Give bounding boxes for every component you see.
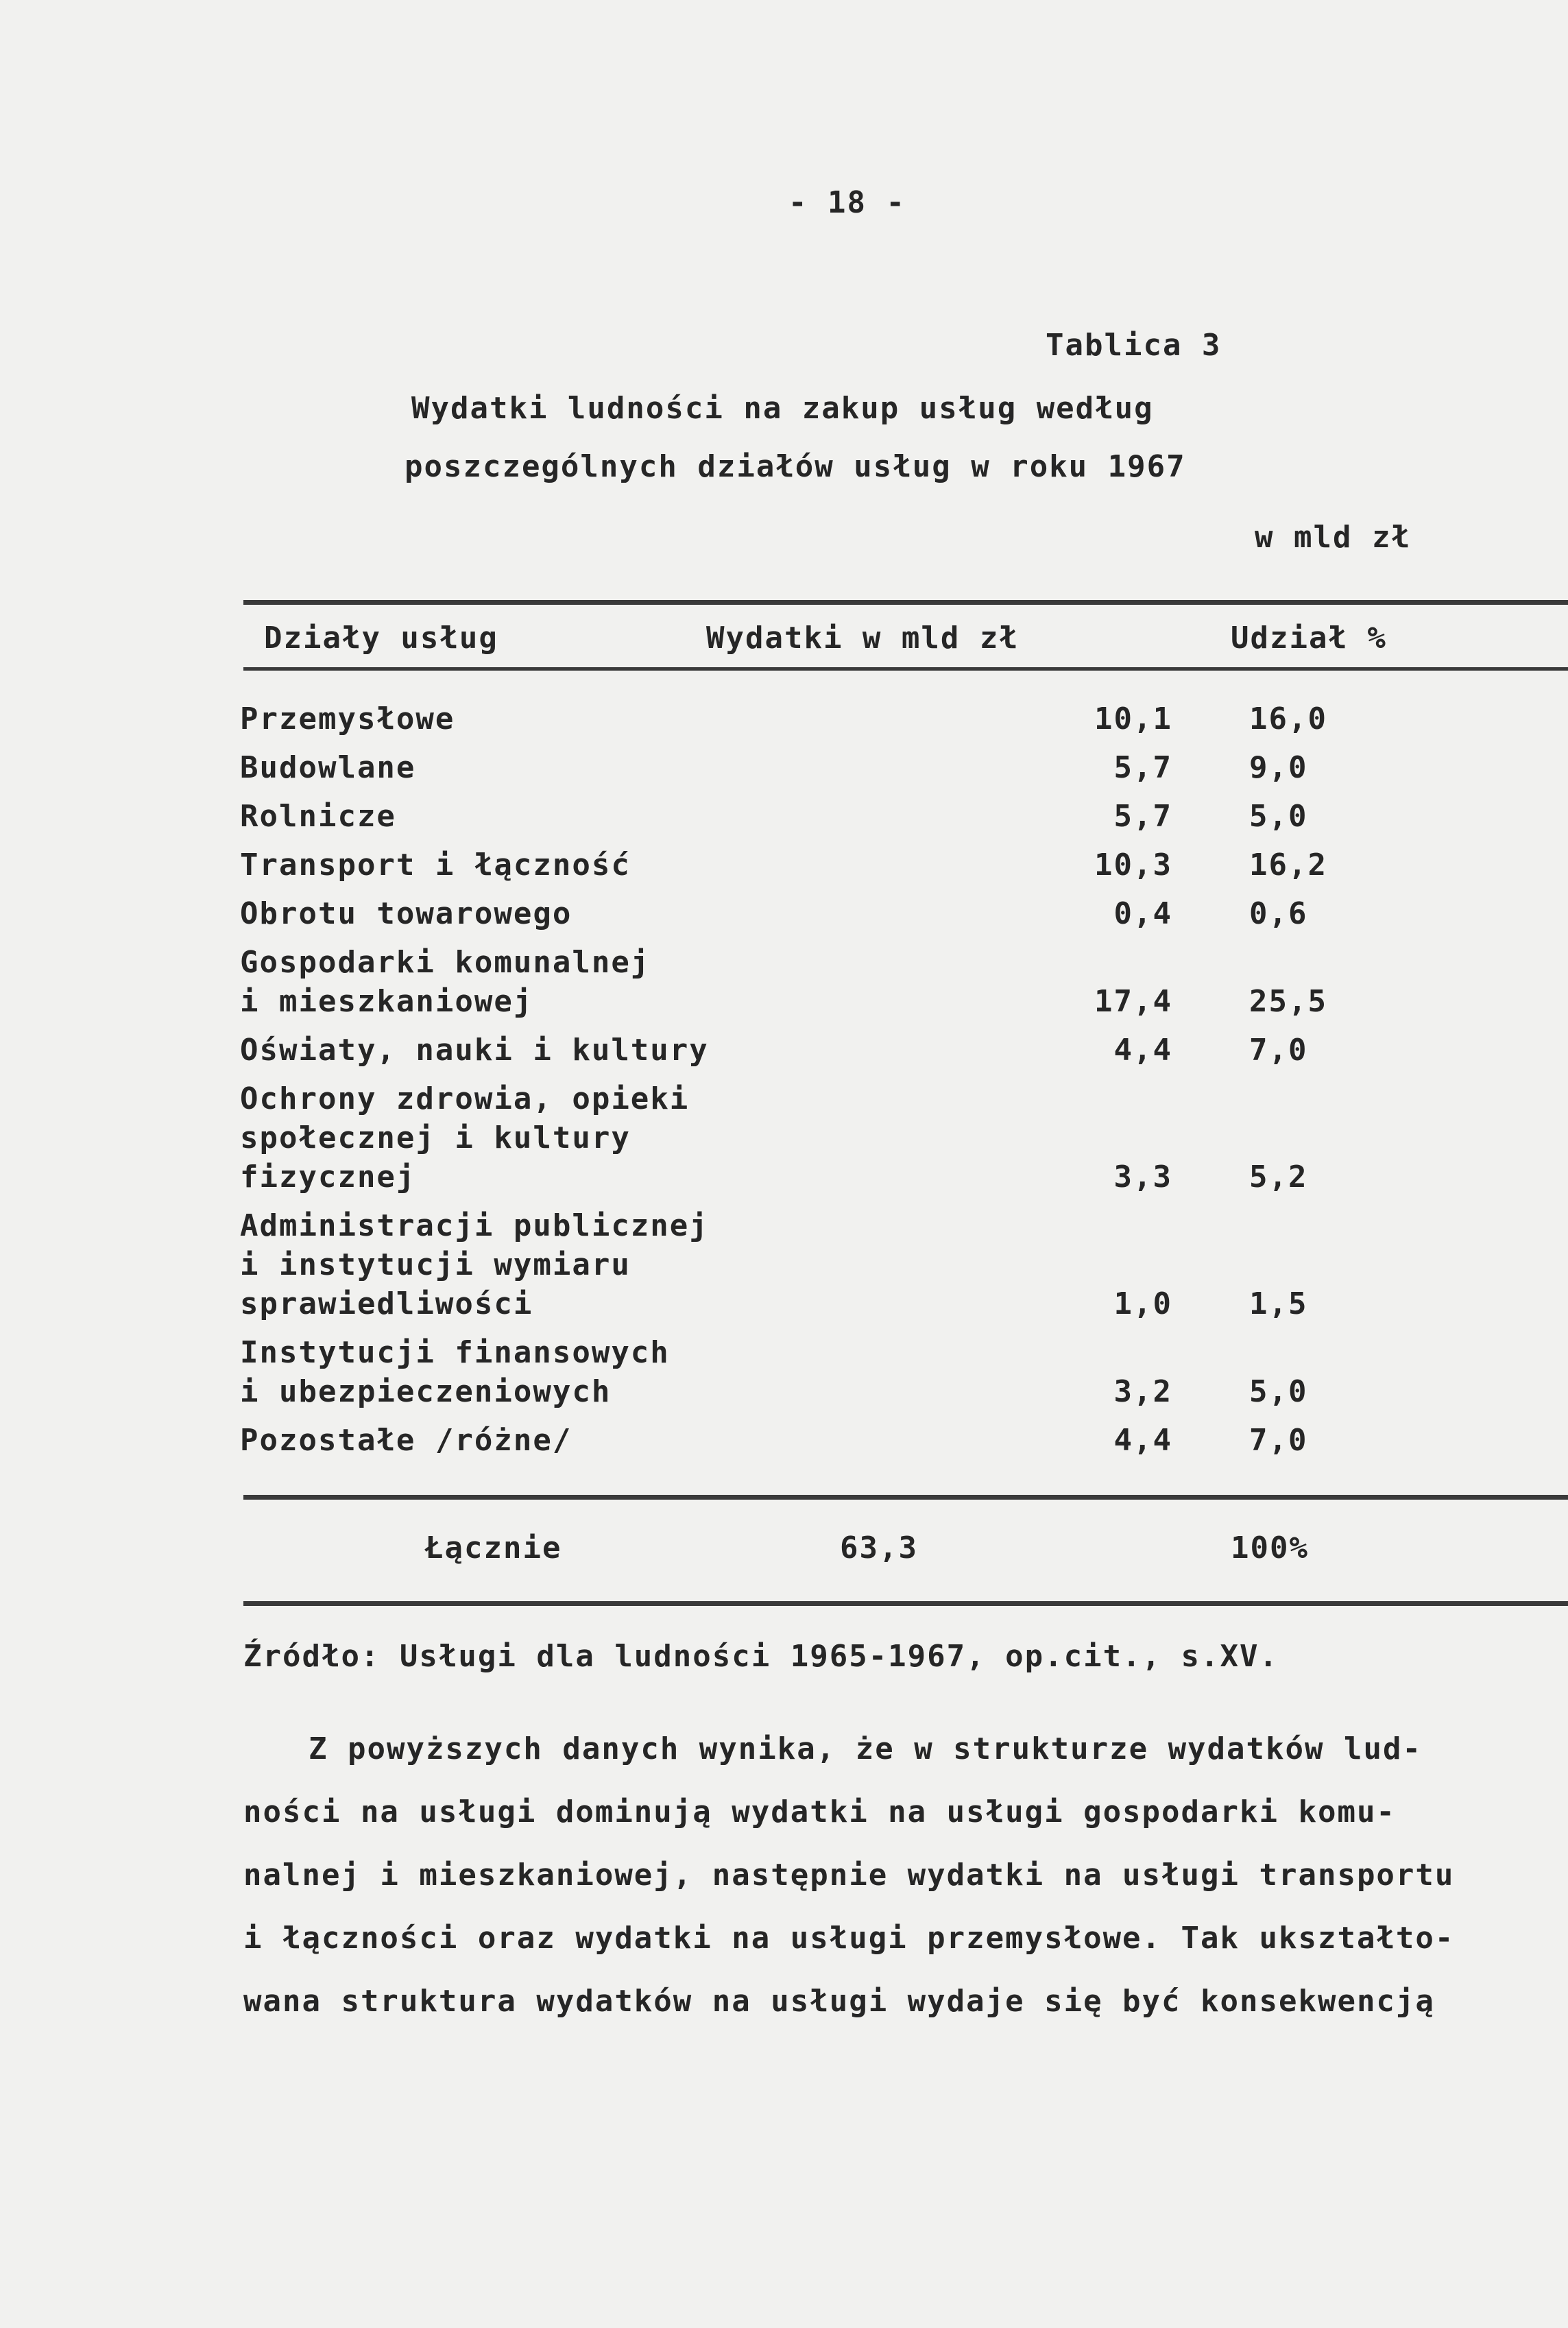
row-share: 5,0 [1249,799,1308,834]
row-value: 1,0 [1113,1286,1172,1321]
header-expenditure: Wydatki w mld zł [706,621,1019,656]
paragraph-line: ności na usługi dominują wydatki na usługi gospodarki komu- [243,1795,1396,1829]
table-row [240,748,1406,787]
row-value: 4,4 [1113,1033,1172,1068]
row-value: 5,7 [1113,799,1172,834]
row-name: Transport i łączność [240,848,631,883]
row-name: Budowlane [240,750,416,785]
table-top-rule [243,600,1568,605]
table-row [240,1421,1406,1460]
paragraph-line: i łączności oraz wydatki na usługi przemysłowe. Tak ukształto- [243,1921,1455,1956]
table-label: Tablica 3 [1046,328,1222,363]
row-name: Oświaty, nauki i kultury [240,1033,709,1068]
table-row [240,894,1406,933]
table-row [240,1333,1406,1411]
unit-label: w mld zł [1255,520,1411,555]
row-name: Instytucji finansowych i ubezpieczeniowych [240,1335,670,1409]
total-label: Łącznie [425,1531,562,1565]
table-title-line-2: poszczególnych działów usług w roku 1967 [405,449,1186,484]
row-share: 7,0 [1249,1033,1308,1068]
total-share: 100% [1231,1531,1309,1565]
row-name: Rolnicze [240,799,396,834]
row-name: Ochrony zdrowia, opieki społecznej i kultury fizycznej [240,1081,690,1195]
paragraph-line: wana struktura wydatków na usługi wydaje się być konsekwencją [243,1984,1435,2019]
row-share: 1,5 [1249,1286,1308,1321]
table-title-line-1: Wydatki ludności na zakup usług według [411,391,1154,426]
total-top-rule [243,1495,1568,1500]
row-value: 10,3 [1094,848,1172,883]
row-share: 7,0 [1249,1423,1308,1458]
row-share: 5,2 [1249,1160,1308,1195]
table-row [240,797,1406,836]
row-value: 4,4 [1113,1423,1172,1458]
row-value: 3,3 [1113,1160,1172,1195]
total-value: 63,3 [840,1531,918,1565]
row-name: Pozostałe /różne/ [240,1423,572,1458]
row-share: 0,6 [1249,896,1308,931]
body-paragraph [243,1718,1546,2033]
row-value: 0,4 [1113,896,1172,931]
row-value: 5,7 [1113,750,1172,785]
header-bottom-rule [243,667,1568,671]
header-share: Udział % [1231,621,1387,656]
paragraph-line: nalnej i mieszkaniowej, następnie wydatki na usługi transportu [243,1858,1455,1893]
table-row [240,943,1406,1021]
table-row [240,1206,1406,1323]
header-sections: Działy usług [264,621,498,656]
page-number: - 18 - [788,185,906,220]
row-name: Gospodarki komunalnej i mieszkaniowej [240,945,651,1019]
row-name: Przemysłowe [240,701,455,736]
row-value: 17,4 [1094,984,1172,1019]
table-bottom-rule [243,1601,1568,1606]
row-share: 16,0 [1249,701,1327,736]
table-row [240,1079,1406,1197]
row-share: 25,5 [1249,984,1327,1019]
row-value: 3,2 [1113,1374,1172,1409]
table-body [240,699,1406,1469]
row-name: Administracji publicznej i instytucji wymiaru sprawiedliwości [240,1208,709,1321]
table-row [240,1031,1406,1070]
row-value: 10,1 [1094,701,1172,736]
row-share: 5,0 [1249,1374,1308,1409]
row-share: 16,2 [1249,848,1327,883]
table-row [240,699,1406,739]
row-share: 9,0 [1249,750,1308,785]
row-name: Obrotu towarowego [240,896,572,931]
table-row [240,845,1406,885]
source-note: Źródło: Usługi dla ludności 1965-1967, op.cit., s.XV. [243,1639,1279,1674]
paragraph-line: Z powyższych danych wynika, że w strukturze wydatków lud- [309,1731,1422,1766]
